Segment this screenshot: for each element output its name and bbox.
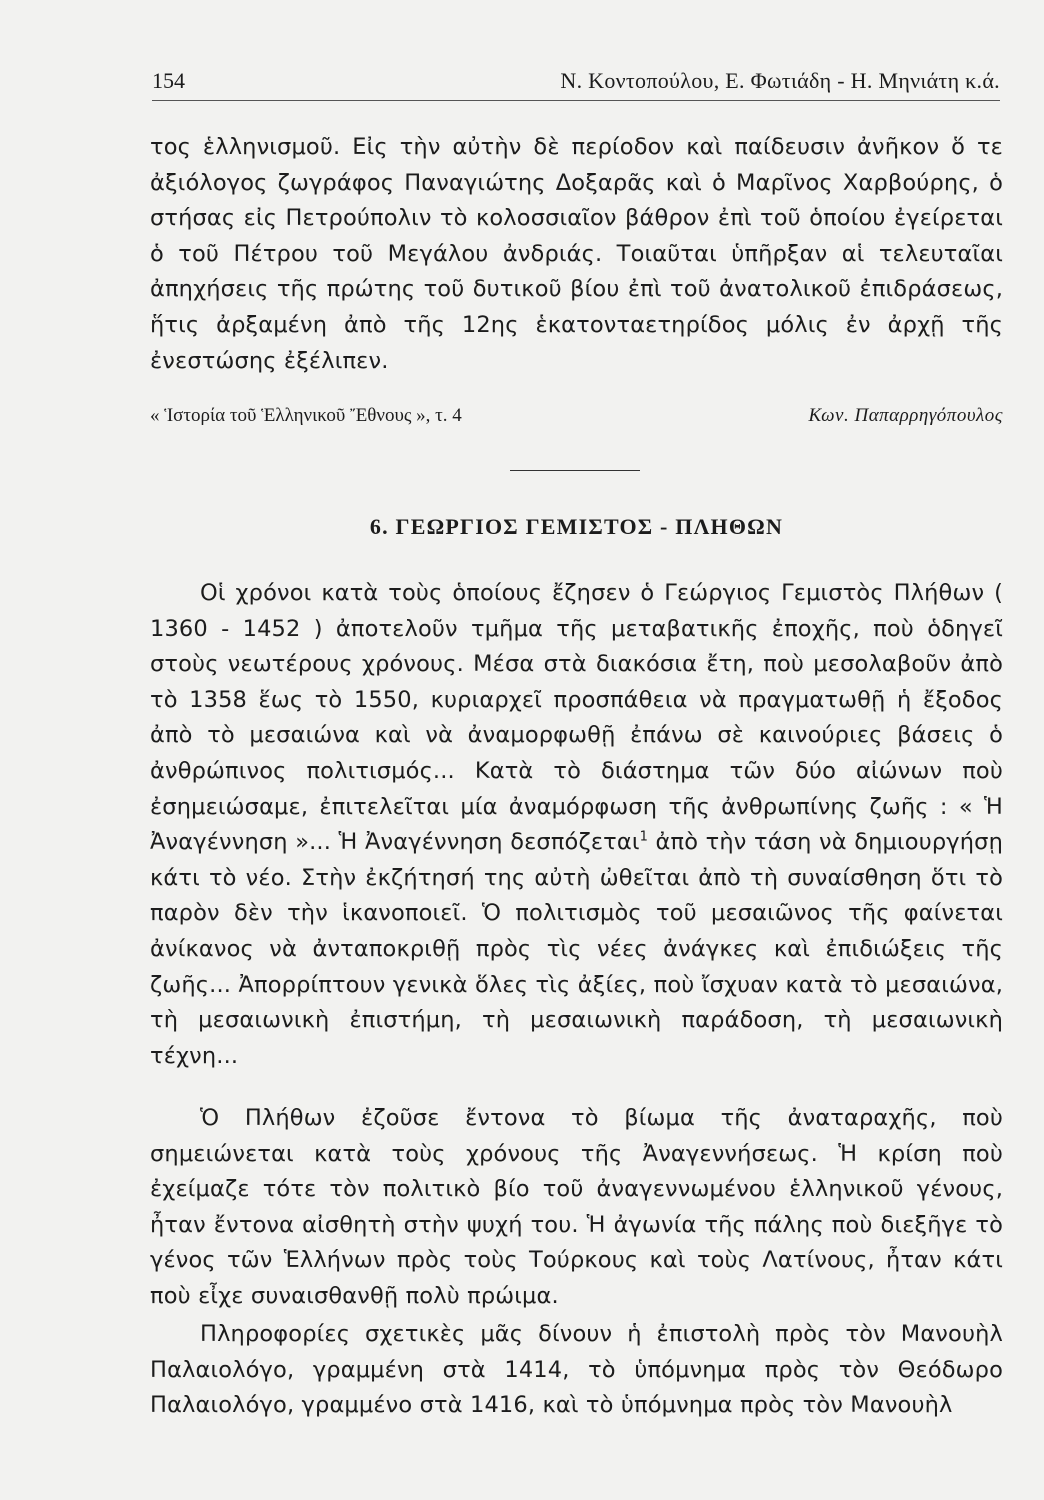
body-paragraph-3 <box>150 1317 1003 1424</box>
body-paragraph-2 <box>150 1101 1003 1315</box>
intro-paragraph: τος ἑλληνισμοῦ. Εἰς τὴν αὐτὴν δὲ περίοδον καὶ παίδευσιν ἀνῆκον ὅ τε ἀξιόλογος ζωγράφος Παναγιώτης Δοξαρᾶς καὶ ὁ Μαρῖνος Χαρβούρης, ὁ στήσας εἰς Πετρούπολιν τὸ κολοσσιαῖον βάθρον ἐπὶ τοῦ ὁποίου ἐγείρεται ὁ τοῦ Πέτρου τοῦ Μεγάλου ἀνδριάς. Τοιαῦται ὑπῆρξαν αἱ τελευταῖαι ἀπηχήσεις τῆς πρώτης τοῦ δυτικοῦ βίου ἐπὶ τοῦ ἀνατολικοῦ ἐπιδράσεως, ἥτις ἀρξαμένη ἀπὸ τῆς 12ης ἑκατονταετηρίδος μόλις ἐν ἀρχῇ τῆς ἐνεστώσης ἐξέλιπεν. <box>150 134 1003 374</box>
page-number: 154 <box>152 68 185 93</box>
footnote-marker: 1 <box>639 829 649 845</box>
citation <box>150 405 1003 435</box>
paragraph-2-text: Ὁ Πλήθων ἐζοῦσε ἔντονα τὸ βίωμα τῆς ἀναταραχῆς, ποὺ σημειώνεται κατὰ τοὺς χρόνους τῆς Ἀναγεννήσεως. Ἡ κρίση ποὺ ἐχείμαζε τότε τὸν πολιτικὸ βίο τοῦ ἀναγεννωμένου ἑλληνικοῦ γένους, ἦταν ἔντονα αἰσθητὴ στὴν ψυχή του. Ἡ ἀγωνία τῆς πάλης ποὺ διεξῆγε τὸ γένος τῶν Ἑλλήνων πρὸς τοὺς Τούρκους καὶ τοὺς Λατίνους, ἦταν κάτι ποὺ εἶχε συναισθανθῇ πολὺ πρώιμα. <box>150 1105 1003 1309</box>
paragraph-3-text: Πληροφορίες σχετικὲς μᾶς δίνουν ἡ ἐπιστολὴ πρὸς τὸν Μανουὴλ Παλαιολόγο, γραμμένη στὰ 1414, τὸ ὑπόμνημα πρὸς τὸν Θεόδωρο Παλαιολόγο, γραμμένο στὰ 1416, καὶ τὸ ὑπόμνημα πρὸς τὸν Μανουὴλ <box>150 1321 1003 1419</box>
section-heading: 6. ΓΕΩΡΓΙΟΣ ΓΕΜΙΣΤΟΣ - ΠΛΗΘΩΝ <box>369 514 784 539</box>
citation-source: « Ἱστορία τοῦ Ἑλληνικοῦ Ἔθνους », τ. 4 <box>150 405 462 426</box>
paragraph-1-text-a: Οἱ χρόνοι κατὰ τοὺς ὁποίους ἔζησεν ὁ Γεώργιος Γεμιστὸς Πλήθων ( 1360 - 1452 ) ἀποτελοῦν τμῆμα τῆς μεταβατικῆς ἐποχῆς, ποὺ ὁδηγεῖ στοὺς νεωτέρους χρόνους. Μέσα στὰ διακόσια ἔτη, ποὺ μεσολαβοῦν ἀπὸ τὸ 1358 ἕως τὸ 1550, κυριαρχεῖ προσπάθεια νὰ πραγματωθῇ ἡ ἔξοδος ἀπὸ τὸ μεσαιώνα καὶ νὰ ἀναμορφωθῇ ἐπάνω σὲ καινούριες βάσεις ὁ ἀνθρώπινος πολιτισμός... Κατὰ τὸ διάστημα τῶν δύο αἰώνων ποὺ ἐσημειώσαμε, ἐπιτελεῖται μία ἀναμόρφωση τῆς ἀνθρωπίνης ζωῆς : « Ἡ Ἀναγέννηση »... Ἡ Ἀναγέννηση δεσπόζεται <box>150 580 1003 856</box>
section-divider <box>510 470 640 471</box>
paragraph-1-text-b: ἀπὸ τὴν τάση νὰ δημιουργήσῃ κάτι τὸ νέο. Στὴν ἐκζήτησή της αὐτὴ ὠθεῖται ἀπὸ τὴ συναίσθηση ὅτι τὸ παρὸν δὲν τὴν ἱκανοποιεῖ. Ὁ πολιτισμὸς τοῦ μεσαιῶνος τῆς φαίνεται ἀνίκανος νὰ ἀνταποκριθῇ πρὸς τὶς νέες ἀνάγκες καὶ ἐπιδιώξεις τῆς ζωῆς... Ἀπορρίπτουν γενικὰ ὅλες τὶς ἀξίες, ποὺ ἴσχυαν κατὰ τὸ μεσαιώνα, τὴ μεσαιωνικὴ ἐπιστήμη, τὴ μεσαιωνικὴ παράδοση, τὴ μεσαιωνικὴ τέχνη... <box>150 829 1003 1069</box>
running-head: Ν. Κοντοπούλου, Ε. Φωτιάδη - Η. Μηνιάτη κ.ά. <box>560 68 1000 93</box>
intro-text <box>150 130 1003 379</box>
citation-author: Κων. Παπαρρηγόπουλος <box>808 405 1003 426</box>
body-paragraph-1 <box>150 576 1003 1074</box>
page-header <box>152 64 1000 101</box>
